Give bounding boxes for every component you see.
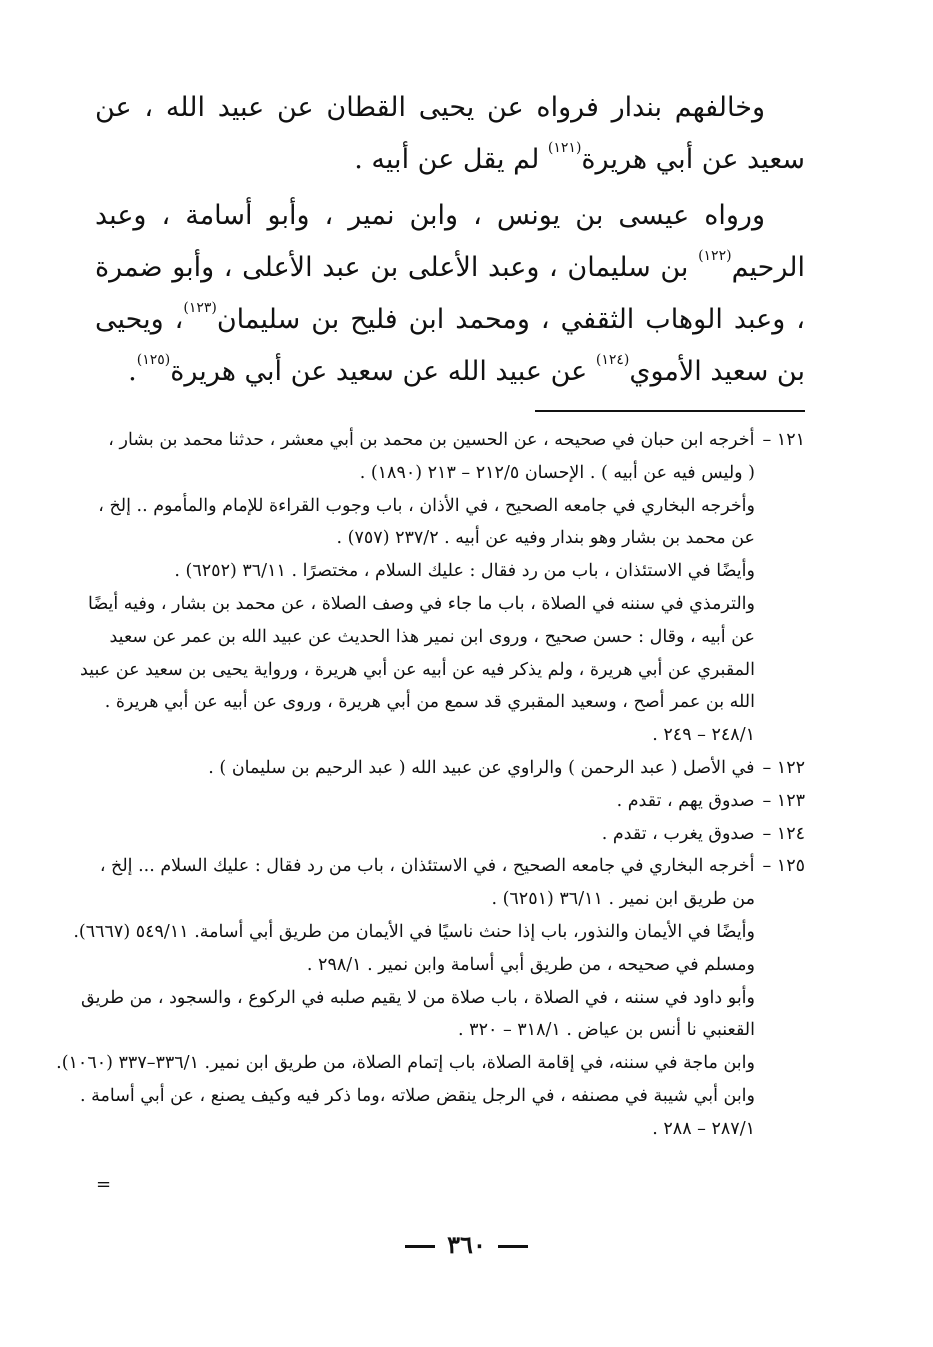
footnote-125-line-2: من طريق ابن نمير . ٣٦/١١ (٦٢٥١) . (491, 889, 755, 910)
footnote-124-line-1 (95, 818, 805, 851)
paragraph-2-part-d: عن عبيد الله عن سعيد عن أبي هريرة (170, 356, 588, 387)
paragraph-2-part-b: بن سليمان ، وعبد الأعلى بن عبد الأعلى ، وأبو ضمرة ، وعبد الوهاب الثقفي ، ومحمد ابن فليح بن سليمان (95, 252, 805, 335)
footnote-separator (535, 410, 805, 412)
footnote-121-line-7: عن أبيه ، وقال : حسن صحيح ، وروى ابن نمير هذا الحديث عن عبيد الله بن عمر عن سعيد (109, 626, 755, 647)
footnote-text: صدوق يغرب ، تقدم . (601, 823, 755, 844)
footnote-text: صدوق يهم ، تقدم . (616, 790, 755, 811)
footnote-number-125: ١٢٥ – (762, 856, 805, 877)
paragraph-1-text: وخالفهم بندار فرواه عن يحيى القطان عن عبيد الله ، عن سعيد عن أبي هريرة (95, 92, 805, 175)
footnote-125-line-5: وأبو داود في سننه ، في الصلاة ، باب صلاة من لا يقيم صلبه في الركوع ، والسجود ، من طريق (81, 987, 755, 1008)
footnote-number-122: ١٢٢ – (762, 757, 805, 778)
footnote-121-line-6: والترمذي في سننه في الصلاة ، باب ما جاء في وصف الصلاة ، عن محمد بن بشار ، وفيه أيضًا (88, 593, 755, 614)
paragraph-1-tail: لم يقل عن أبيه . (354, 144, 540, 175)
footnote-125-line-9: ٢٨٧/١ – ٢٨٨ . (652, 1118, 755, 1139)
footnote-text: في الأصل ( عبد الرحمن ) والراوي عن عبيد الله ( عبد الرحيم بن سليمان ) . (208, 757, 755, 778)
continuation-mark: = (96, 1174, 112, 1195)
page-number-dash-left (405, 1245, 435, 1248)
page-number-block (0, 1230, 933, 1259)
footnote-125-line-8: وابن أبي شيبة في مصنفه ، في الرجل ينقض صلاته ،وما ذكر فيه وكيف يصنع ، عن أبي أسامة . (80, 1085, 755, 1106)
footnote-121-line-2: ( وليس فيه عن أبيه ) . الإحسان ٢١٢/٥ – ٢١٣ (١٨٩٠) . (359, 462, 755, 483)
footnote-125-line-3: وأيضًا في الأيمان والنذور، باب إذا حنث ناسيًا في الأيمان من طريق أبي أسامة. ٥٤٩/١١ (٦٦٦٧). (73, 921, 755, 942)
footnote-ref-121: (١٢١) (547, 140, 582, 156)
paragraph-1 (95, 82, 805, 186)
footnote-125-line-1 (95, 850, 805, 883)
footnote-122-line-1 (95, 752, 805, 785)
footnote-121-line-8: المقبري عن أبي هريرة ، ولم يذكر فيه عن أبيه عن أبي هريرة ، ورواية يحيى بن سعيد عن عبيد (80, 659, 755, 680)
footnote-text: أخرجه ابن حبان في صحيحه ، عن الحسين بن محمد بن أبي معشر ، حدثنا محمد بن بشار ، (108, 430, 755, 450)
paragraph-2-part-c: ، ويحيى بن سعيد الأموي (95, 304, 805, 387)
footnote-121-line-5: وأيضًا في الاستئذان ، باب من رد فقال : عليك السلام ، مختصرًا . ٣٦/١١ (٦٢٥٢) . (174, 561, 755, 582)
footnotes (56, 424, 805, 1146)
footnote-121-line-10: ٢٤٨/١ – ٢٤٩ . (652, 725, 755, 746)
footnote-125-line-4: ومسلم في صحيحه ، من طريق أبي أسامة وابن نمير . ٢٩٨/١ . (306, 954, 755, 975)
footnote-121-line-3: وأخرجه البخاري في جامعه الصحيح ، في الأذان ، باب وجوب القراءة للإمام والمأموم .. إلخ ، (98, 495, 755, 516)
main-text (95, 82, 805, 398)
paragraph-2-part-a: ورواه عيسى بن يونس ، وابن نمير ، وأبو أسامة ، وعبد الرحيم (95, 200, 805, 283)
page-number-dash-right (498, 1245, 528, 1248)
footnote-121-line-1 (95, 424, 805, 457)
footnote-123-line-1 (95, 785, 805, 818)
footnote-ref-122: (١٢٢) (698, 248, 732, 264)
footnote-number-123: ١٢٣ – (762, 790, 805, 811)
paragraph-2 (95, 190, 805, 398)
footnote-ref-123: (١٢٣) (183, 300, 217, 316)
footnote-text: أخرجه البخاري في جامعه الصحيح ، في الاستئذان ، باب من رد فقال : عليك السلام ... إلخ ، (99, 856, 755, 877)
footnote-ref-124: (١٢٤) (595, 352, 630, 368)
footnote-ref-125: (١٢٥) (136, 352, 171, 368)
footnote-number-121: ١٢١ – (762, 430, 805, 450)
paragraph-2-end: . (128, 356, 137, 387)
footnote-number-124: ١٢٤ – (762, 823, 805, 844)
footnote-121-line-9: الله بن عمر أصح ، وسعيد المقبري قد سمع من أبي هريرة ، وروى عن أبيه عن أبي هريرة . (104, 692, 755, 713)
footnote-125-line-6: القعنبي نا أنس بن عياض . ٣١٨/١ – ٣٢٠ . (458, 1020, 755, 1041)
page-number: ٣٦٠ (447, 1230, 486, 1259)
footnote-125-line-7: وابن ماجة في سننه، في إقامة الصلاة، باب إتمام الصلاة، من طريق ابن نمير. ٣٣٦/١–٣٣٧ (١٠٦٠). (56, 1053, 755, 1074)
footnote-121-line-4: عن محمد بن بشار وهو بندار وفيه عن أبيه . ٢٣٧/٢ (٧٥٧) . (336, 528, 755, 549)
